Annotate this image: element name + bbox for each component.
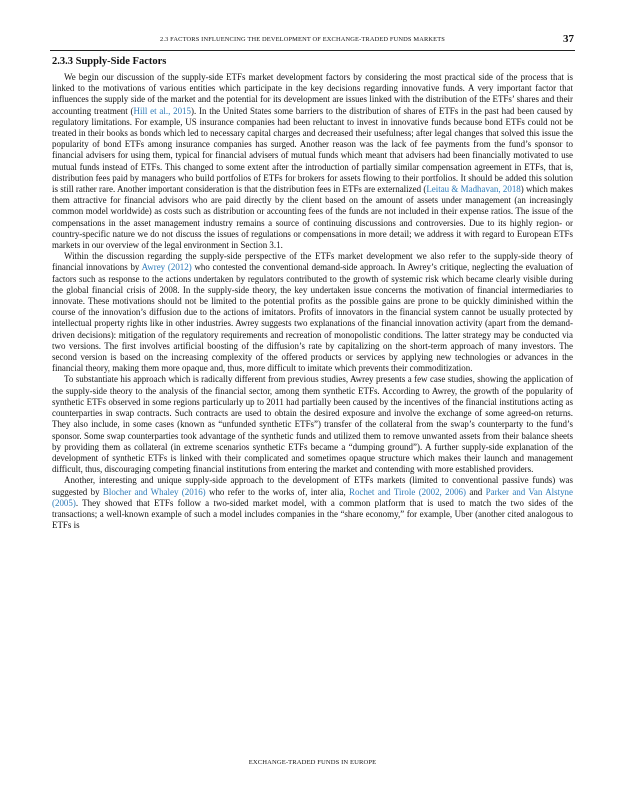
paragraph-4	[52, 475, 573, 531]
citation-link[interactable]: Hill et al., 2015	[133, 105, 191, 116]
text-run: We begin our discussion of the supply-side ETFs market development factors by considering the most practical side of the process that is linked to the motivations of various entities which participate in the key decisions regarding innovative funds. A very important factor that influences the supply side of the market and the potential for its development are issues linked with the distribution of the ETFs’ shares and their accounting treatment (	[52, 72, 573, 116]
footer-book-title: EXCHANGE-TRADED FUNDS IN EUROPE	[248, 759, 377, 766]
text-run: and	[466, 486, 486, 497]
citation-link[interactable]: Rochet and Tirole (2002, 2006)	[349, 486, 467, 497]
text-run: ). In the United States some barriers to the distribution of shares of ETFs in the past had been caused by regulatory limitations. For example, US insurance companies had been reluctant to invest in innovative funds because bond ETFs could not be treated in their books as bonds which led to necessary capital charges and decreased their usefulness; after legal changes that solved this issue the popularity of bond ETFs among insurance companies has surged. Another reason was the lack of fee payments from the fund’s sponsor to financial advisers for using them, typical for financial advisers of mutual funds which meant that advisers had been financially motivated to use mutual funds instead of ETFs. This changed to some extent after the introduction of partially similar compensation agreement in ETFs, that is, distribution fees paid by managers who build portfolios of ETFs for brokers for assets flowing to their portfolios. It should be added this solution is still rather rare. Another important consideration is that the distribution fees in ETFs are externalized (	[52, 105, 573, 195]
citation-link[interactable]: Blocher and Whaley (2016)	[102, 486, 206, 497]
paragraph-1	[52, 72, 573, 251]
text-run: Within the discussion regarding the supply-side perspective of the ETFs market development we also refer to the supply-side theory of financial innovations by	[52, 251, 573, 273]
text-run: who contested the conventional demand-side approach. In Awrey’s critique, neglecting the evaluation of factors such as response to the actions undertaken by regulators contributed to the growth of systemic risk which became clearly visible during the global financial crisis of 2008. In the supply-side theory, the key undertaken issue concerns the motivation of financial intermediaries to innovate. These motivations should not be limited to the potential profits as the possible gains are prone to be quickly diminished within the course of the innovation’s diffusion due to the actions of imitators. Profits of innovators in the financial system cannot be usually protected by intellectual property rights like in other industries. Awrey suggests two explanations of the financial innovation activity (apart from the demand-driven decisions): mitigation of the regulatory requirements and recreation of monopolistic conditions. The latter strategy may be conducted via two versions. The first involves artificial boosting of the diffusion’s rate by capitalizing on the short-term approach of many investors. The second version is based on the increasing complexity of the offered products or services by applying new technologies or advances in the financial theory, making them more opaque and, thus, more difficult to imitate which prevents their commoditization.	[52, 262, 573, 374]
running-header	[50, 30, 575, 51]
text-run: To substantiate his approach which is radically different from previous studies, Awrey presents a few case studies, showing the application of the supply-side theory to the analysis of the financial sector, among them synthetic ETFs. According to Awrey, the growth of the popularity of synthetic ETFs observed in some regions particularly up to 2011 had partially been caused by the incentives of the financial institutions acting as counterparties in swap contracts. Such contracts are used to obtain the desired exposure and involve the exchange of some agreed-on returns. They also include, in some cases (known as “unfunded synthetic ETFs”) transfer of the collateral from the swap’s counterparty to the fund’s sponsor. Some swap counterparties took advantage of the synthetic funds and utilized them to remove unwanted assets from their balance sheets by providing them as collateral (in extreme scenarios synthetic ETFs became a “dumping ground”). A further supply-side explanation of the development of synthetic ETFs is linked with their complicated and sometimes opaque structure which makes their launch and management difficult, thus, discouraging competing financial institutions from entering the market and contending with more established providers.	[52, 374, 573, 475]
text-run: . They showed that ETFs follow a two-sided market model, with a common platform that is used to match the two sides of the transactions; a well-known example of such a model includes companies in the “share economy,” for example, Uber (another cited analogous to ETFs is	[52, 497, 573, 531]
text-run: who refer to the works of, inter alia,	[205, 486, 350, 497]
section-heading: 2.3.3 Supply-Side Factors	[52, 56, 167, 67]
paragraph-2	[52, 251, 573, 374]
body-text	[52, 72, 573, 531]
text-run: Another, interesting and unique supply-side approach to the development of ETFs markets (limited to conventional passive funds) was suggested by	[52, 475, 573, 497]
citation-link[interactable]: Leitau & Madhavan, 2018	[426, 184, 521, 195]
citation-link[interactable]: Awrey (2012)	[141, 262, 192, 273]
text-run: ) which makes them attractive for financial advisors who are paid directly by the client based on the amount of assets under management (an increasingly common model worldwide) as costs such as distribution or accounting fees of the funds are not included in their expense ratios. The issue of the compensations in the asset management industry remains a source of continuing discussions and controversies. Due to its highly region- or country-specific nature we do not discuss the issues of regulations or compensations in more detail; we address it with regard to European ETFs markets in our overview of the legal environment in Section 3.1.	[52, 184, 573, 251]
running-title: 2.3 FACTORS INFLUENCING THE DEVELOPMENT OF EXCHANGE-TRADED FUNDS MARKETS	[160, 36, 445, 43]
page-number: 37	[563, 33, 574, 45]
citation-link[interactable]: Parker and Van Alstyne (2005)	[52, 486, 573, 508]
paragraph-3	[52, 374, 573, 475]
